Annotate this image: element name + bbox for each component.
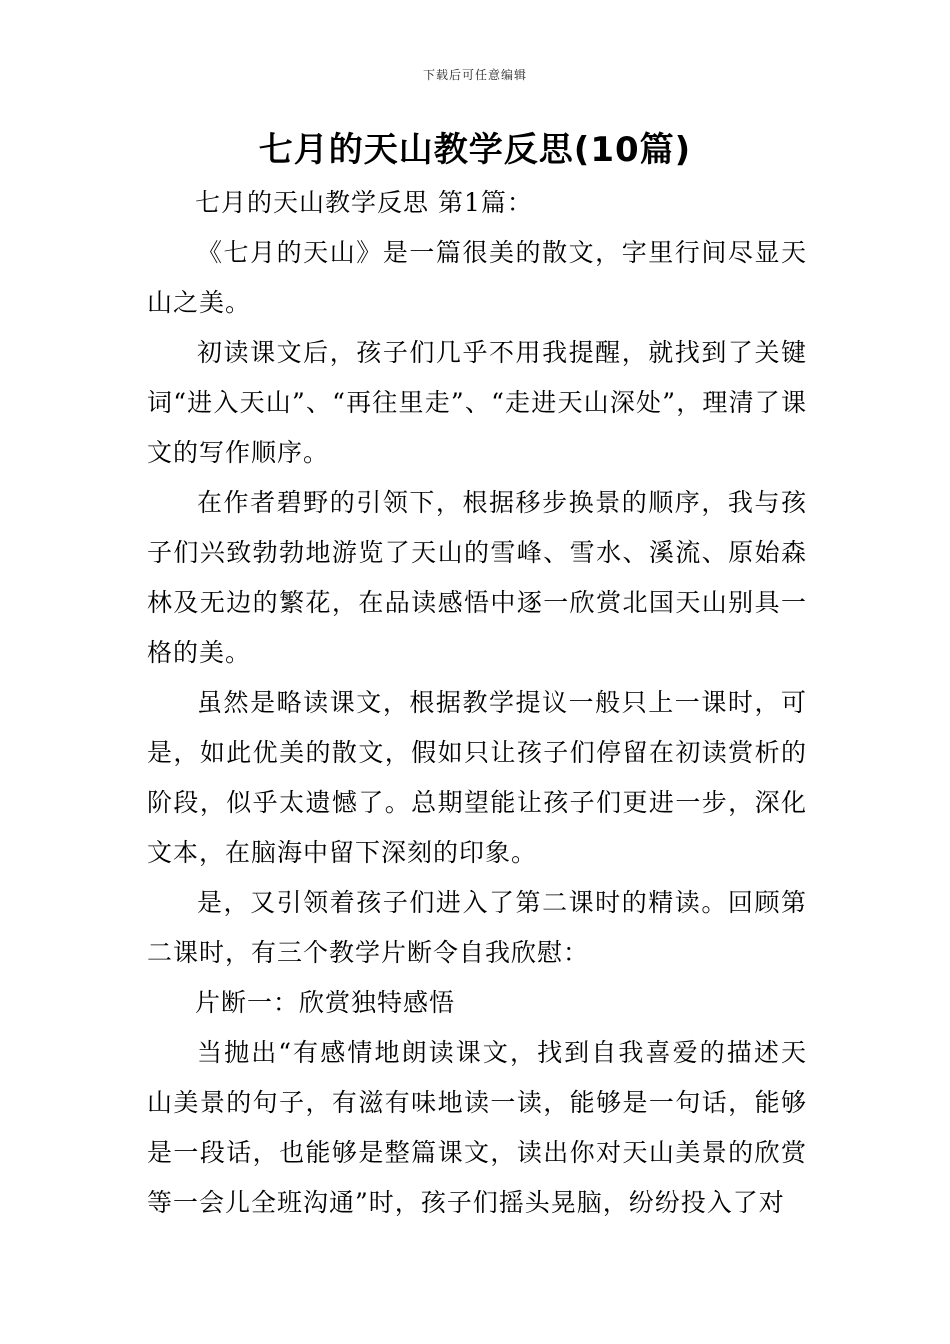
paragraph: 虽然是略读课文，根据教学提议一般只上一课时，可是，如此优美的散文，假如只让孩子们停留在初读赏析的阶段，似乎太遗憾了。总期望能让孩子们更进一步，深化文本，在脑海中留下深刻的印象。 bbox=[147, 688, 807, 867]
document-body bbox=[147, 178, 807, 1228]
paragraph: 《七月的天山》是一篇很美的散文，字里行间尽显天山之美。 bbox=[147, 238, 807, 317]
paragraph: 当抛出“有感情地朗读课文，找到自我喜爱的描述天山美景的句子，有滋有味地读一读，能够是一句话，能够是一段话，也能够是整篇课文，读出你对天山美景的欣赏等一会儿全班沟通”时，孩子们摇头晃脑，纷纷投入了对 bbox=[147, 1038, 807, 1217]
paragraph: 初读课文后，孩子们几乎不用我提醒，就找到了关键词“进入天山”、“再往里走”、“走进天山深处”，理清了课文的写作顺序。 bbox=[147, 338, 807, 467]
header-note: 下载后可任意编辑 bbox=[422, 68, 527, 82]
paragraph: 在作者碧野的引领下，根据移步换景的顺序，我与孩子们兴致勃勃地游览了天山的雪峰、雪水、溪流、原始森林及无边的繁花，在品读感悟中逐一欣赏北国天山别具一格的美。 bbox=[147, 488, 807, 667]
subsection-heading: 片断一：欣赏独特感悟 bbox=[195, 988, 456, 1017]
paragraph: 是，又引领着孩子们进入了第二课时的精读。回顾第二课时，有三个教学片断令自我欣慰： bbox=[147, 888, 807, 967]
section-heading: 七月的天山教学反思 第1篇： bbox=[195, 188, 533, 217]
document-title: 七月的天山教学反思(10篇) bbox=[258, 130, 692, 170]
